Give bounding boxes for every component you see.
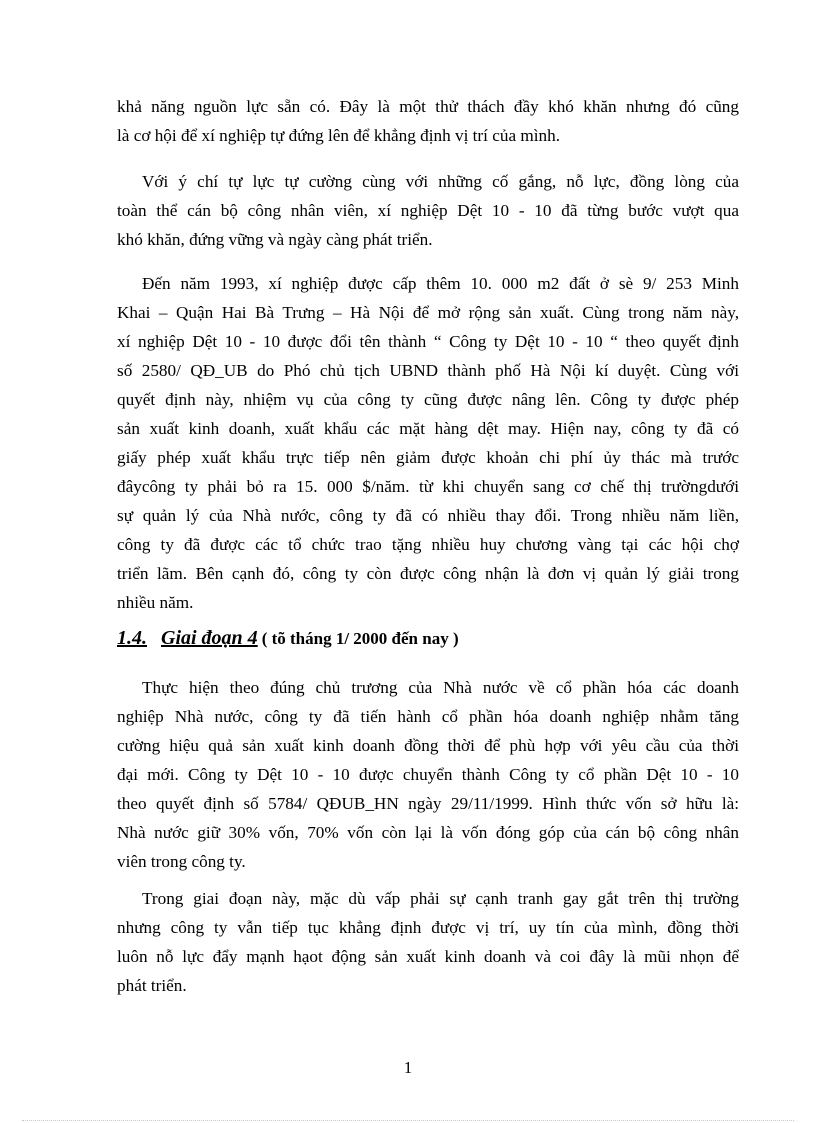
paragraph-2 <box>117 167 739 254</box>
text-line: viên trong công ty. <box>117 852 246 871</box>
text-line: sản xuất kinh doanh, xuất khẩu các mặt hàng dệt may. Hiện nay, công ty đã có <box>117 419 739 438</box>
text-line: Đến năm 1993, xí nghiệp được cấp thêm 10. 000 m2 đất ở sè 9/ 253 Minh <box>142 274 739 293</box>
text-line: nghiệp Nhà nước, công ty đã tiến hành cổ phần hóa doanh nghiệp nhằm tăng <box>117 707 739 726</box>
section-number: 1.4. <box>117 627 147 649</box>
paragraph-3 <box>117 269 739 617</box>
section-title: Giai đoạn 4 <box>161 627 258 649</box>
paragraph-1 <box>117 92 739 150</box>
text-line: khả năng nguồn lực sẵn có. Đây là một thử thách đầy khó khăn nhưng đó cũng <box>117 97 739 116</box>
paragraph-4 <box>117 673 739 876</box>
text-line: luôn nỗ lực đẩy mạnh hạot động sản xuất kinh doanh và coi đây là mũi nhọn để <box>117 947 739 966</box>
page-bottom-border <box>22 1120 794 1121</box>
text-line: Trong giai đoạn này, mặc dù vấp phải sự cạnh tranh gay gắt trên thị trường <box>142 889 739 908</box>
text-line: Nhà nước giữ 30% vốn, 70% vốn còn lại là vốn đóng góp của cán bộ công nhân <box>117 823 739 842</box>
text-line: Với ý chí tự lực tự cường cùng với những cố gắng, nỗ lực, đồng lòng của <box>142 172 739 191</box>
text-line: quyết định này, nhiệm vụ của công ty cũng được nâng lên. Công ty được phép <box>117 390 739 409</box>
text-line: đâycông ty phải bỏ ra 15. 000 $/năm. từ khi chuyển sang cơ chế thị trườngdưới <box>117 477 739 496</box>
text-line: nhưng công ty vẫn tiếp tục khẳng định được vị trí, uy tín của mình, đồng thời <box>117 918 739 937</box>
text-line: số 2580/ QĐ_UB do Phó chủ tịch UBND thành phố Hà Nội kí duyệt. Cùng với <box>117 361 739 380</box>
text-line: khó khăn, đứng vững và ngày càng phát triển. <box>117 230 433 249</box>
text-line: đại mới. Công ty Dệt 10 - 10 được chuyển thành Công ty cổ phần Dệt 10 - 10 <box>117 765 739 784</box>
text-line: giấy phép xuất khẩu trực tiếp nên giảm được khoản chi phí ủy thác mà trước <box>117 448 739 467</box>
text-line: toàn thể cán bộ công nhân viên, xí nghiệp Dệt 10 - 10 đã từng bước vượt qua <box>117 201 739 220</box>
text-line: công ty đã được các tổ chức trao tặng nhiều huy chương vàng tại các hội chợ <box>117 535 739 554</box>
paragraph-5 <box>117 884 739 1000</box>
text-line: Khai – Quận Hai Bà Trưng – Hà Nội để mở rộng sản xuất. Cùng trong năm này, <box>117 303 739 322</box>
text-line: nhiều năm. <box>117 593 194 612</box>
text-line: cường hiệu quả sản xuất kinh doanh đồng thời để phù hợp với yêu cầu của thời <box>117 736 739 755</box>
text-line: triển lãm. Bên cạnh đó, công ty còn được công nhận là đơn vị quản lý giải trong <box>117 564 739 583</box>
section-heading <box>117 624 459 653</box>
text-line: sự quản lý của Nhà nước, công ty đã có nhiều thay đổi. Trong nhiều năm liền, <box>117 506 739 525</box>
section-subtitle: ( tõ tháng 1/ 2000 đến nay ) <box>261 629 459 648</box>
text-line: Thực hiện theo đúng chủ trương của Nhà nước về cổ phần hóa các doanh <box>142 678 739 697</box>
text-line: theo quyết định số 5784/ QĐUB_HN ngày 29/11/1999. Hình thức vốn sở hữu là: <box>117 794 739 813</box>
text-line: phát triển. <box>117 976 187 995</box>
page-number: 1 <box>403 1058 413 1077</box>
text-line: là cơ hội để xí nghiệp tự đứng lên để khẳng định vị trí của mình. <box>117 126 560 145</box>
text-line: xí nghiệp Dệt 10 - 10 được đổi tên thành “ Công ty Dệt 10 - 10 “ theo quyết định <box>117 332 739 351</box>
